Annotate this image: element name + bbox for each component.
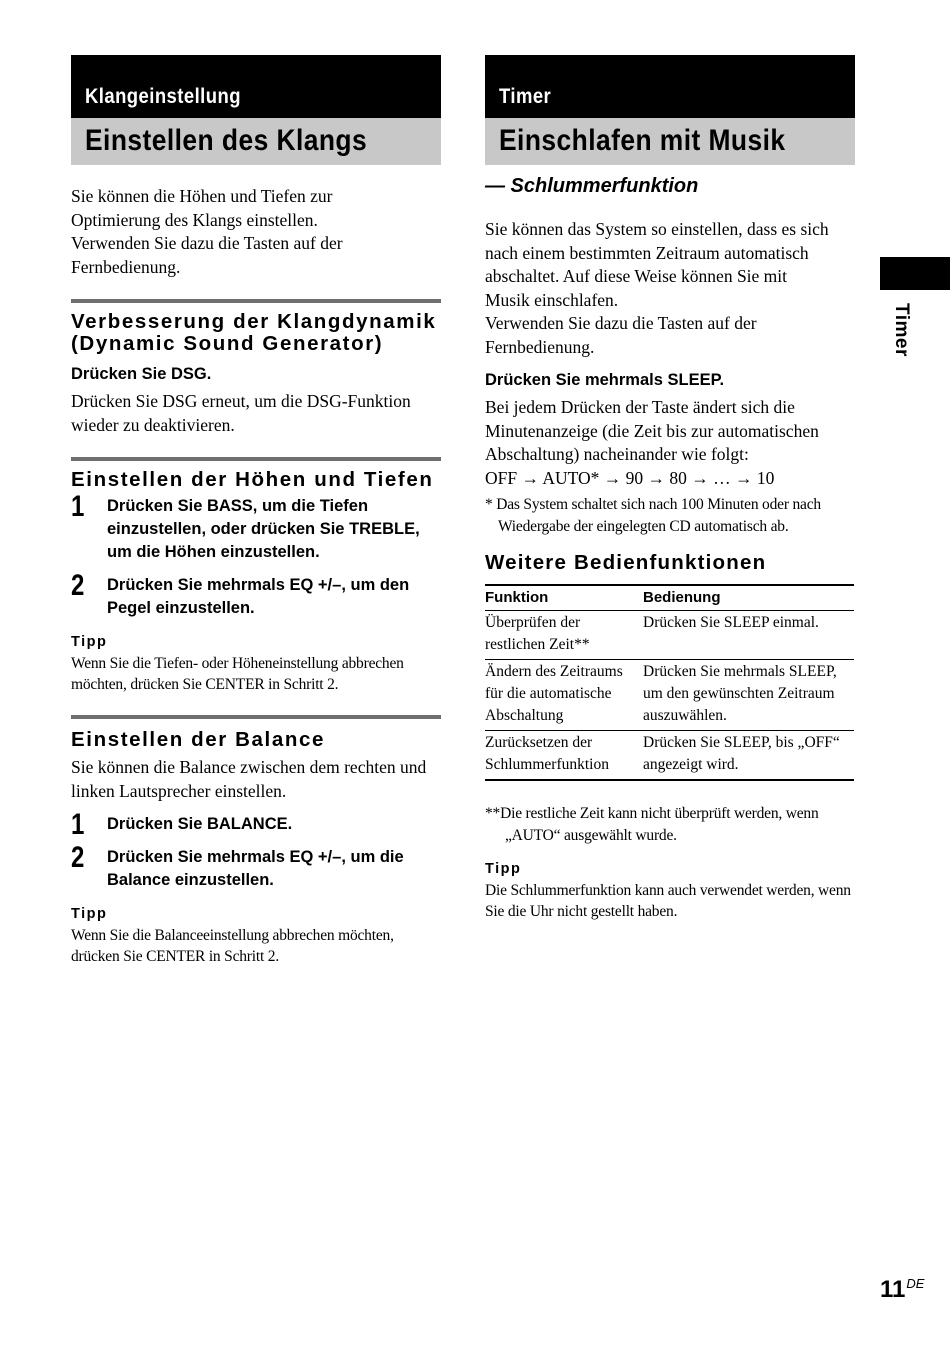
step-number: 1 xyxy=(71,808,85,841)
tone-section-title: Einstellen der Höhen und Tiefen xyxy=(71,468,434,491)
sleep-instruction: Drücken Sie mehrmals SLEEP. xyxy=(485,371,725,389)
section-divider xyxy=(71,299,441,303)
tipp-label: Tipp xyxy=(485,861,522,877)
page-language: DE xyxy=(906,1276,925,1291)
table-cell: Zurücksetzen der Schlummerfunktion xyxy=(485,734,609,773)
table-cell: Überprüfen der restlichen Zeit** xyxy=(485,611,643,660)
side-tab-marker xyxy=(880,257,950,290)
table-cell: Ändern des Zeitraums für die automatische Abschaltung xyxy=(485,660,643,731)
tipp-label: Tipp xyxy=(71,634,108,650)
step-text: Drücken Sie mehrmals EQ +/–, um die Balance einzustellen. xyxy=(107,848,404,889)
step-text: Drücken Sie BALANCE. xyxy=(107,815,293,833)
footnote: **Die restliche Zeit kann nicht überprüft werden, wenn „AUTO“ ausgewählt wurde. xyxy=(485,805,819,844)
table-cell: Drücken Sie mehrmals SLEEP, um den gewünschten Zeitraum auszuwählen. xyxy=(643,660,854,731)
table-header-row xyxy=(485,585,854,611)
intro-paragraph: Sie können die Höhen und Tiefen zur Optimierung des Klangs einstellen. Verwenden Sie dazu die Tasten auf der Fernbedienung. xyxy=(71,186,343,277)
page-number: 11DE xyxy=(880,1276,925,1303)
step-item xyxy=(71,841,441,892)
section-header-category: Timer xyxy=(485,55,855,118)
step-text: Drücken Sie BASS, um die Tiefen einzustellen, oder drücken Sie TREBLE, um die Höhen einzustellen. xyxy=(107,497,420,561)
table-row xyxy=(485,660,854,731)
side-tab-label: Timer xyxy=(891,303,912,357)
tipp-label: Tipp xyxy=(71,906,108,922)
sleep-text: Bei jedem Drücken der Taste ändert sich die Minutenanzeige (die Zeit bis zur automatischen Abschaltung) nacheinander wie folgt: OFF → AUTO* → 90 → 80 → … → 10 xyxy=(485,397,819,488)
step-item xyxy=(71,569,441,620)
step-item xyxy=(71,490,441,564)
dsg-text: Drücken Sie DSG erneut, um die DSG-Funktion wieder zu deaktivieren. xyxy=(71,391,411,435)
step-number: 1 xyxy=(71,490,85,523)
section-divider xyxy=(71,457,441,461)
left-column xyxy=(71,55,441,967)
section-header-title: Einschlafen mit Musik xyxy=(485,118,855,165)
tipp-text: Die Schlummerfunktion kann auch verwendet werden, wenn Sie die Uhr nicht gestellt haben. xyxy=(485,882,851,920)
tipp-text: Wenn Sie die Balanceeinstellung abbrechen möchten, drücken Sie CENTER in Schritt 2. xyxy=(71,927,394,965)
column-header: Funktion xyxy=(485,585,643,611)
dsg-section-title: Verbesserung der Klangdynamik (Dynamic Sound Generator) xyxy=(71,310,437,355)
step-number: 2 xyxy=(71,841,85,874)
intro-paragraph: Sie können das System so einstellen, dass es sich nach einem bestimmten Zeitraum automatisch abschaltet. Auf diese Weise können Sie mit Musik einschlafen. Verwenden Sie dazu die Tasten auf der Fernbedienung. xyxy=(485,219,829,357)
step-number: 2 xyxy=(71,569,85,602)
balance-section-title: Einstellen der Balance xyxy=(71,728,325,751)
step-item xyxy=(71,808,441,841)
step-text: Drücken Sie mehrmals EQ +/–, um den Pegel einzustellen. xyxy=(107,576,410,617)
dsg-instruction: Drücken Sie DSG. xyxy=(71,365,212,383)
table-row xyxy=(485,611,854,660)
table-row xyxy=(485,731,854,781)
functions-table xyxy=(485,584,854,781)
footnote: * Das System schaltet sich nach 100 Minuten oder nach Wiedergabe der eingelegten CD automatisch ab. xyxy=(485,496,821,535)
section-subtitle: — Schlummerfunktion xyxy=(485,175,699,197)
balance-text: Sie können die Balance zwischen dem rechten und linken Lautsprecher einstellen. xyxy=(71,757,427,801)
table-cell: Drücken Sie SLEEP einmal. xyxy=(643,611,854,660)
further-functions-title: Weitere Bedienfunktionen xyxy=(485,551,767,574)
column-header: Bedienung xyxy=(643,585,854,611)
tipp-text: Wenn Sie die Tiefen- oder Höheneinstellung abbrechen möchten, drücken Sie CENTER in Schritt 2. xyxy=(71,655,404,693)
table-cell: Drücken Sie SLEEP, bis „OFF“ angezeigt wird. xyxy=(643,734,840,773)
right-column xyxy=(485,55,855,922)
section-divider xyxy=(71,715,441,719)
section-header-category: Klangeinstellung xyxy=(71,55,441,118)
section-header-title: Einstellen des Klangs xyxy=(71,118,441,165)
